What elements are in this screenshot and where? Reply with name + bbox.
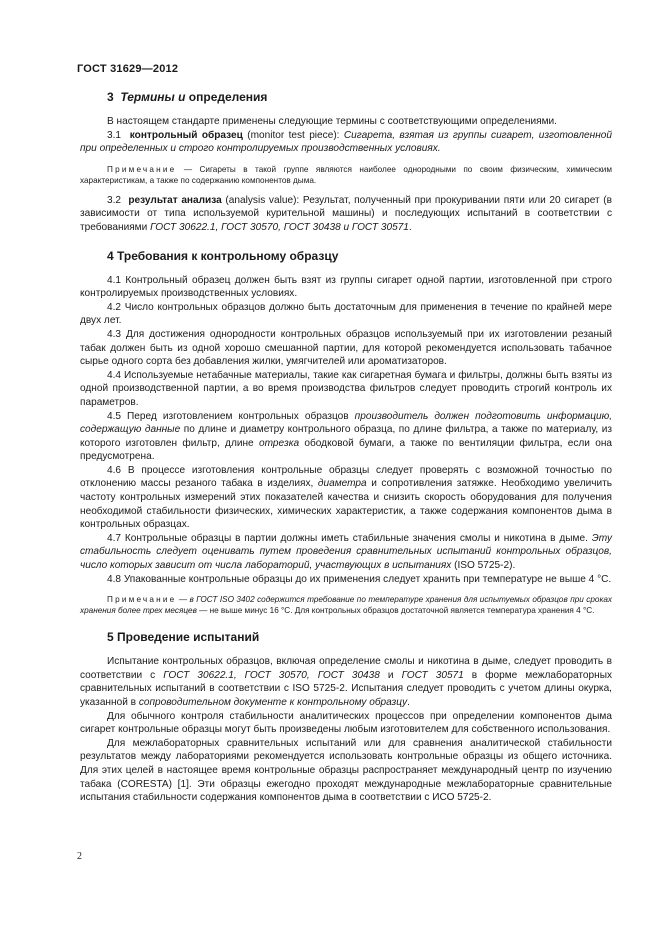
clause-4-5-italic-b: производитель должен подготовить информацию, содержащую данные xyxy=(80,410,612,436)
clause-4-7-part-c: (ISO 5725-2). xyxy=(451,560,516,572)
clause-4-5-italic-d: отрезка xyxy=(258,437,300,449)
s5-p1-f: сопроводительном документе к контрольному образцу xyxy=(138,697,408,708)
term-3-2-en: (analysis value): xyxy=(221,194,303,206)
section-5-paragraph-2: Для обычного контроля стабильности аналитических процессов при определении компонентов дыма сигарет контрольные образцы могут быть произведены любым изготовителем для собственного использования. xyxy=(80,710,612,736)
clause-4-4: 4.4 Используемые нетабачные материалы, такие как сигаретная бумага и фильтры, должны быть взяты из одной производственной партии, а во время производства фильтров следует проводить строгий контроль их параметров. xyxy=(80,369,612,408)
term-3-1-en: (monitor test piece): xyxy=(242,129,344,141)
clause-4-7-part-a: 4.7 Контрольные образцы в партии должны иметь стабильные значения смолы и никотина в дыме. xyxy=(107,532,592,544)
standard-header: ГОСТ 31629—2012 xyxy=(77,63,179,75)
section-3-title-rest: определения xyxy=(185,90,268,104)
s5-p1-a: Испытание контрольных образцов, включая определение смолы и никотина в дыме, следует проводить в соответствии с xyxy=(80,656,612,681)
term-3-2-term: результат анализа xyxy=(128,194,222,206)
s5-p1-e: в форме межлабораторных сравнительных испытаний в соответствии с ISO 5725-2. Испытания следует проводить с учетом длины окурка, указанной в xyxy=(80,669,612,708)
term-3-2-number: 3.2 xyxy=(107,194,122,206)
clause-4-1: 4.1 Контрольный образец должен быть взят из группы сигарет одной партии, изготовленной при строго контролируемых производственных условиях. xyxy=(80,274,612,300)
clause-4-5 xyxy=(80,410,612,464)
term-3-2-references: ГОСТ 30622.1, ГОСТ 30570, ГОСТ 30438 и ГОСТ 30571 xyxy=(150,221,409,233)
term-3-1-definition: Сигарета, взятая из группы сигарет, изготовленной при определенных и строго контролируемых производственных условиях. xyxy=(80,129,612,155)
note-2 xyxy=(80,594,612,616)
clause-4-7 xyxy=(80,532,612,573)
s5-p1-d: ГОСТ 30571 xyxy=(401,669,464,681)
section-5-heading: 5 Проведение испытаний xyxy=(107,630,260,645)
term-3-2-end: . xyxy=(408,221,412,233)
section-4-heading: 4 Требования к контрольному образцу xyxy=(107,248,339,263)
term-3-1 xyxy=(80,129,612,156)
section-3-number: 3 xyxy=(107,90,114,104)
clause-4-3: 4.3 Для достижения однородности контрольных образцов используемый при их изготовлении резаный табак должен быть из одной хорошо смешанной партии, для которой рекомендуется использовать табачное сырье одного сорта без добавления жилки, умягчителей или ароматизаторов. xyxy=(80,328,612,368)
section-3-title-italic: Термины и xyxy=(120,90,186,104)
section-5-paragraph-1 xyxy=(80,655,612,709)
clause-4-5-part-a: 4.5 Перед изготовлением контрольных образцов xyxy=(107,410,355,422)
s5-p1-g: . xyxy=(407,697,410,708)
page-content xyxy=(80,90,612,805)
clause-4-2: 4.2 Число контрольных образцов должно быть достаточным для применения в течение по крайней мере двух лет. xyxy=(80,301,612,327)
clause-4-5-part-c: по длине и диаметру контрольного образца, по длине фильтра, а также по материалу, из которого изготовлен фильтр, длине xyxy=(80,424,613,449)
term-3-1-number: 3.1 xyxy=(107,129,122,141)
note-2-italic: в ГОСТ ISO 3402 содержится требование по температуре хранения для испытуемых образцов при сроках хранения более трех месяцев xyxy=(80,595,612,616)
section-3-intro: В настоящем стандарте применены следующие термины с соответствующими определениями. xyxy=(107,116,557,127)
clause-4-7-italic-b: Эту стабильность следует оценивать путем проведения сравнительных испытаний контрольных образцов, число которых зависит от числа лабораторий, участвующих в испытаниях xyxy=(80,532,612,572)
note-1-text: — Сигареты в такой группе являются наиболее однородными по своим физическим, химическим характеристикам, а также по содержанию компонентов дыма. xyxy=(80,164,612,185)
clause-4-6-part-c: и сопротивления затяжке. Необходимо увеличить частоту контрольных измерений этих показателей качества и снизить скорость оборудования для получения необходимой стабильности физических, химических характеристик, а также содержания компонентов дыма в контрольных образцах. xyxy=(80,478,612,531)
note-1-label: Примечание xyxy=(107,164,177,174)
note-2-rest: — не выше минус 16 °С. Для контрольных образцов достаточной является температура хранения 4 °С. xyxy=(196,606,595,616)
section-3-heading xyxy=(80,90,612,105)
term-3-2-definition: Результат, полученный при прокуривании пяти или 20 сигарет (в зависимости от типа используемой курительной машины) и последующих испытаний в соответствии с требованиями xyxy=(80,194,612,233)
clause-4-6-italic-b: диаметра xyxy=(317,478,367,490)
note-2-dash: — xyxy=(176,595,190,605)
s5-p1-b: ГОСТ 30622.1, ГОСТ 30570, ГОСТ 30438 xyxy=(163,669,380,681)
clause-4-8: 4.8 Упакованные контрольные образцы до их применения следует хранить при температуре не выше 4 °С. xyxy=(107,573,612,585)
s5-p1-c: и xyxy=(379,669,402,681)
note-1 xyxy=(80,164,612,186)
clause-4-5-part-e: ободковой бумаги, а также по вентиляции фильтра, если она предусмотрена. xyxy=(80,437,613,463)
term-3-2 xyxy=(80,194,612,235)
clause-4-6-part-a: 4.6 В процессе изготовления контрольные образцы следует проверять с возможной точностью по отклонению массы резаного табака в изделиях, xyxy=(80,464,612,490)
note-2-label: Примечание xyxy=(107,595,177,605)
clause-4-6 xyxy=(80,464,612,532)
section-5-paragraph-3: Для межлабораторных сравнительных испытаний или для сравнения аналитической стабильности результатов между лабораториями рекомендуется использовать контрольные образцы из общего источника. Для этих целей в настоящее время контрольные образцы распространяет международный центр по изучению табака (CORESTA) [1]. Эти образцы ежегодно проходят международные межлабораторные сравнительные испытания стабильности содержания компонентов дыма в соответствии с ИСО 5725-2. xyxy=(80,737,612,804)
term-3-1-term: контрольный образец xyxy=(129,129,243,141)
page-number: 2 xyxy=(77,851,82,862)
